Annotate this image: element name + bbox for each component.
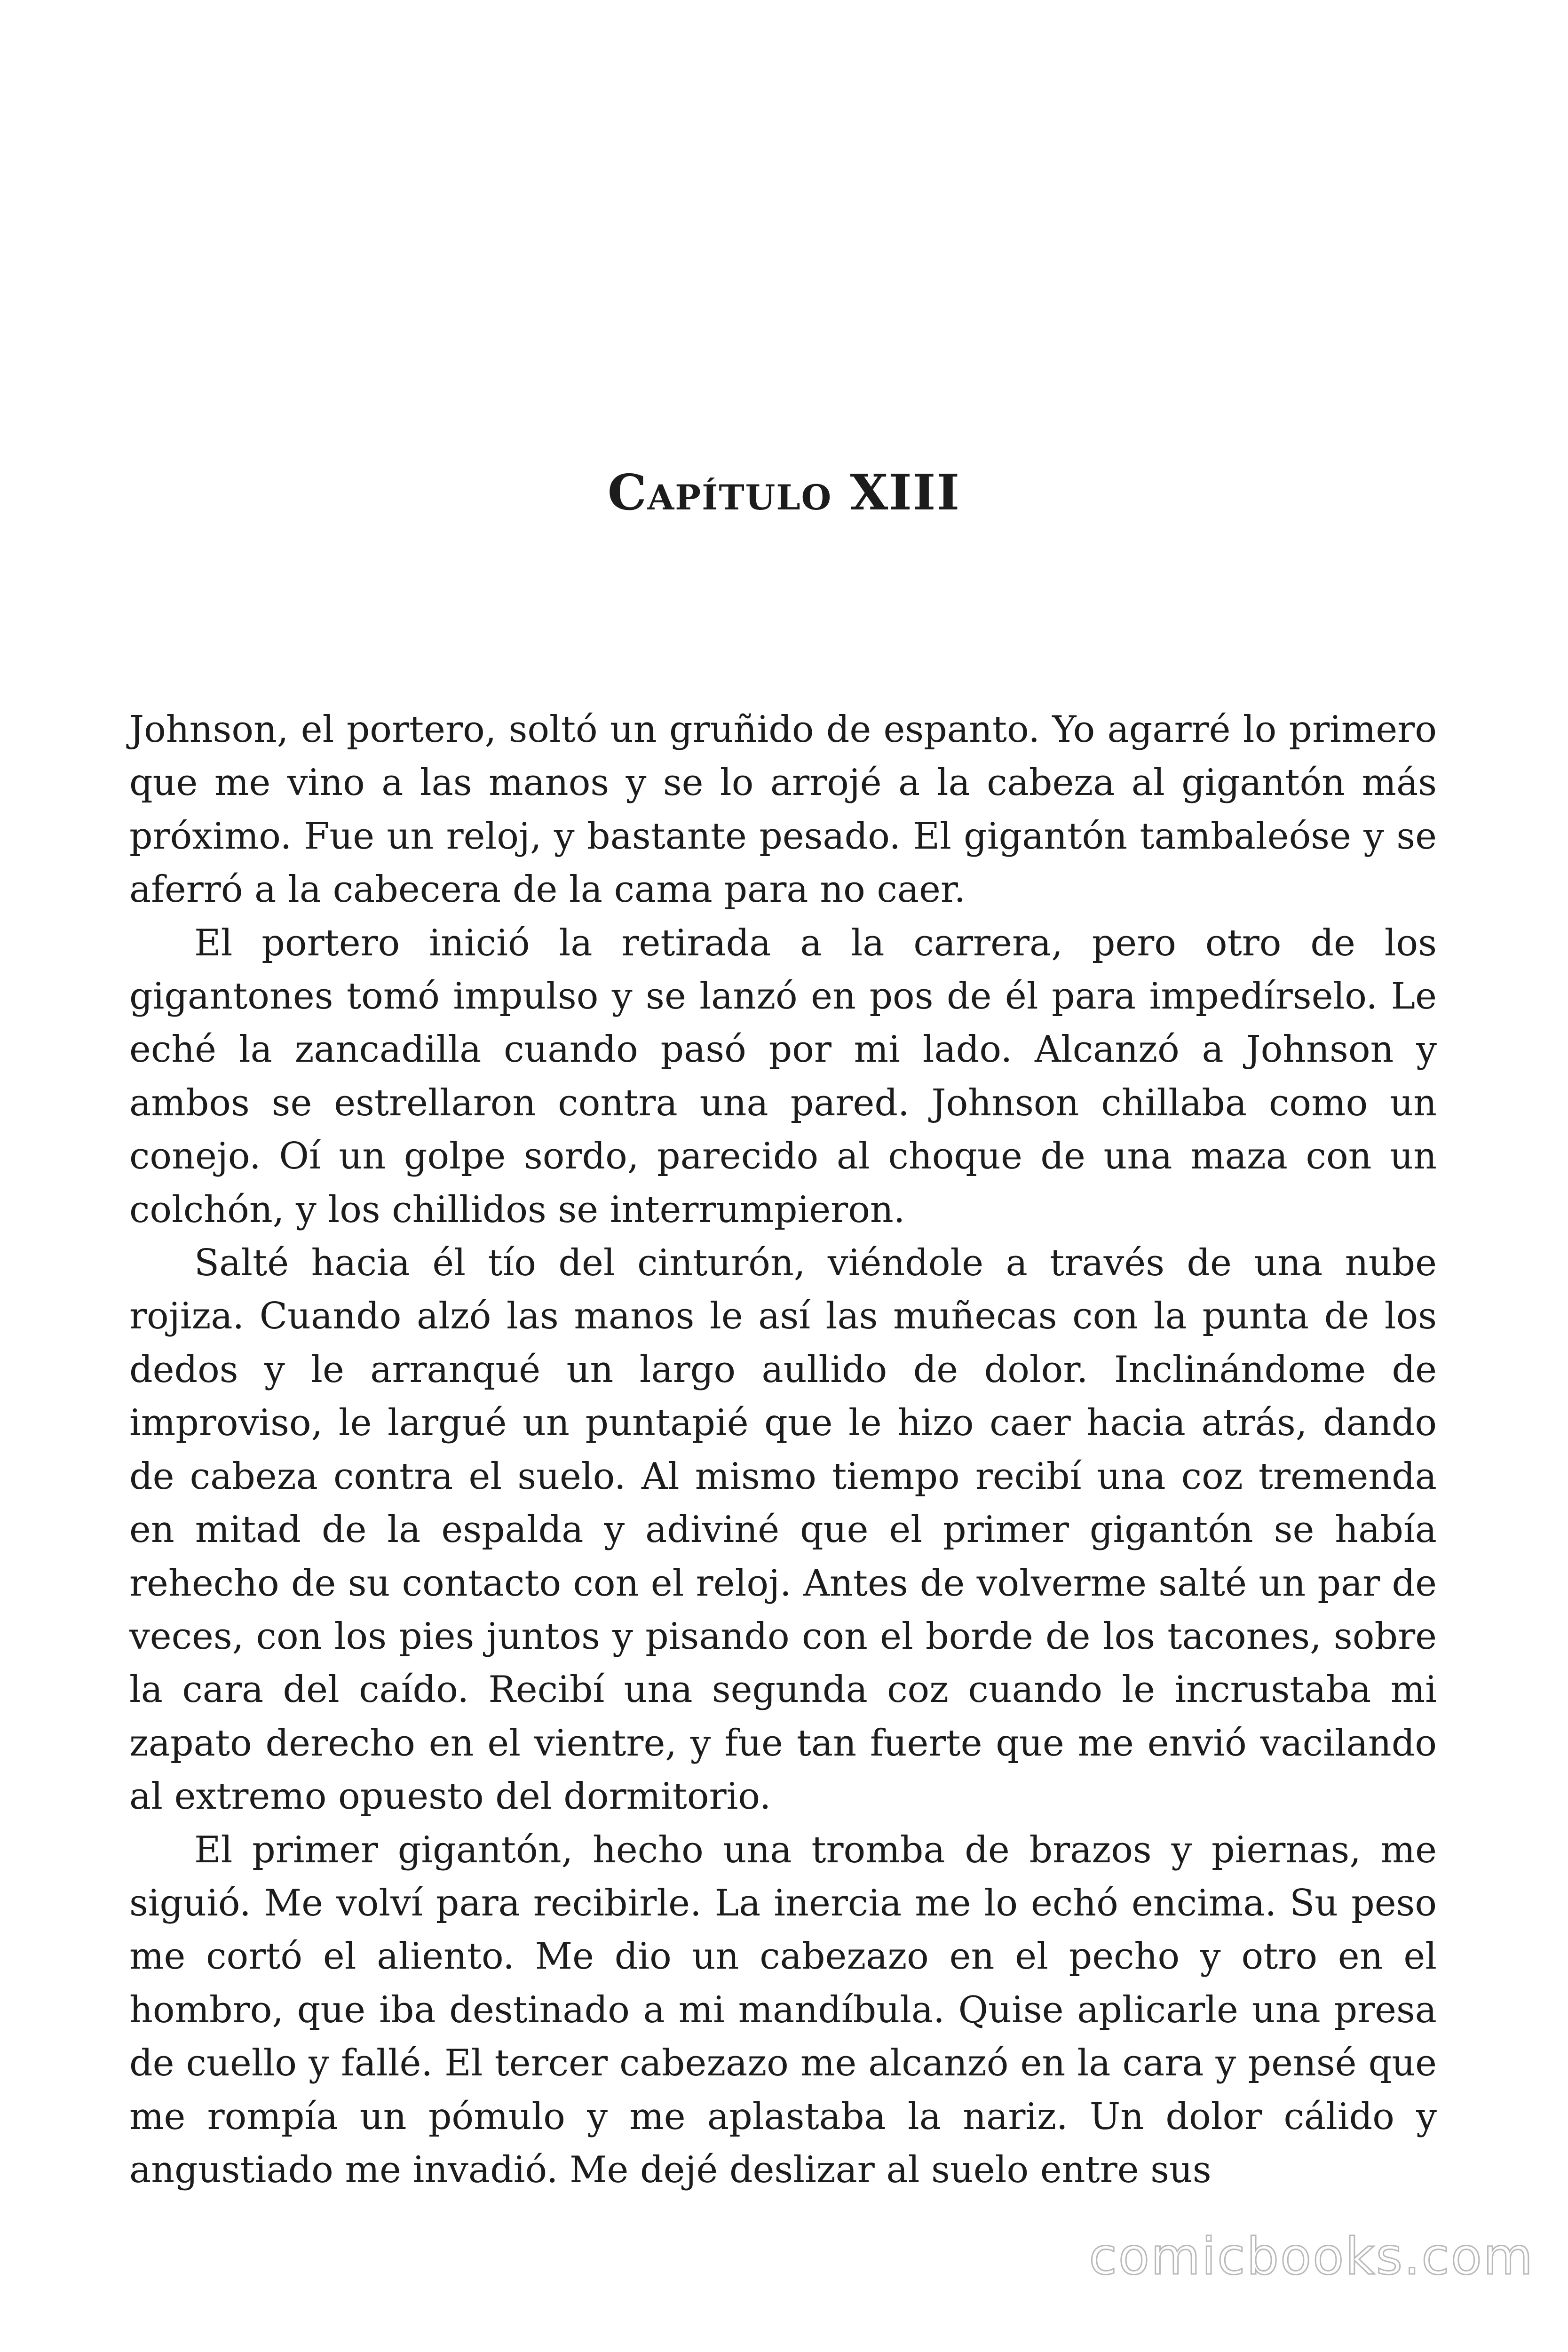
paragraph-1: Johnson, el portero, soltó un gruñido de espanto. Yo agarré lo primero que me vino a las manos y se lo arrojé a la cabeza al gigantón más próximo. Fue un reloj, y bastante pesado. El gigantón tambaleóse y se aferró a la cabecera de la cama para no caer. [129,708,1437,911]
watermark: comicbooks.com [1089,2227,1534,2286]
paragraph-2: El portero inició la retirada a la carrera, pero otro de los gigantones tomó impulso y se lanzó en pos de él para impedírselo. Le eché la zancadilla cuando pasó por mi lado. Alcanzó a Johnson y ambos se estrellaron contra una pared. Johnson chillaba como un conejo. Oí un golpe sordo, parecido al choque de una maza con un colchón, y los chillidos se interrumpieron. [129,922,1437,1231]
chapter-title: Capítulo XIII [607,463,961,521]
paragraph-4: El primer gigantón, hecho una tromba de brazos y piernas, me siguió. Me volví para recibirle. La inercia me lo echó encima. Su peso me cortó el aliento. Me dio un cabezazo en el pecho y otro en el hombro, que iba destinado a mi mandíbula. Quise aplicarle una presa de cuello y fallé. El tercer cabezazo me alcanzó en la cara y pensé que me rompía un pómulo y me aplastaba la nariz. Un dolor cálido y angustiado me invadió. Me dejé deslizar al suelo entre sus [129,1828,1437,2191]
paragraph-3: Salté hacia él tío del cinturón, viéndole a través de una nube rojiza. Cuando alzó las manos le así las muñecas con la punta de los dedos y le arranqué un largo aullido de dolor. Inclinándome de improviso, le largué un puntapié que le hizo caer hacia atrás, dando de cabeza contra el suelo. Al mismo tiempo recibí una coz tremenda en mitad de la espalda y adiviné que el primer gigantón se había rehecho de su contacto con el reloj. Antes de volverme salté un par de veces, con los pies juntos y pisando con el borde de los tacones, sobre la cara del caído. Recibí una segunda coz cuando le incrustaba mi zapato derecho en el vientre, y fue tan fuerte que me envió vacilando al extremo opuesto del dormitorio. [129,1242,1437,1818]
chapter-body [129,703,1437,2197]
